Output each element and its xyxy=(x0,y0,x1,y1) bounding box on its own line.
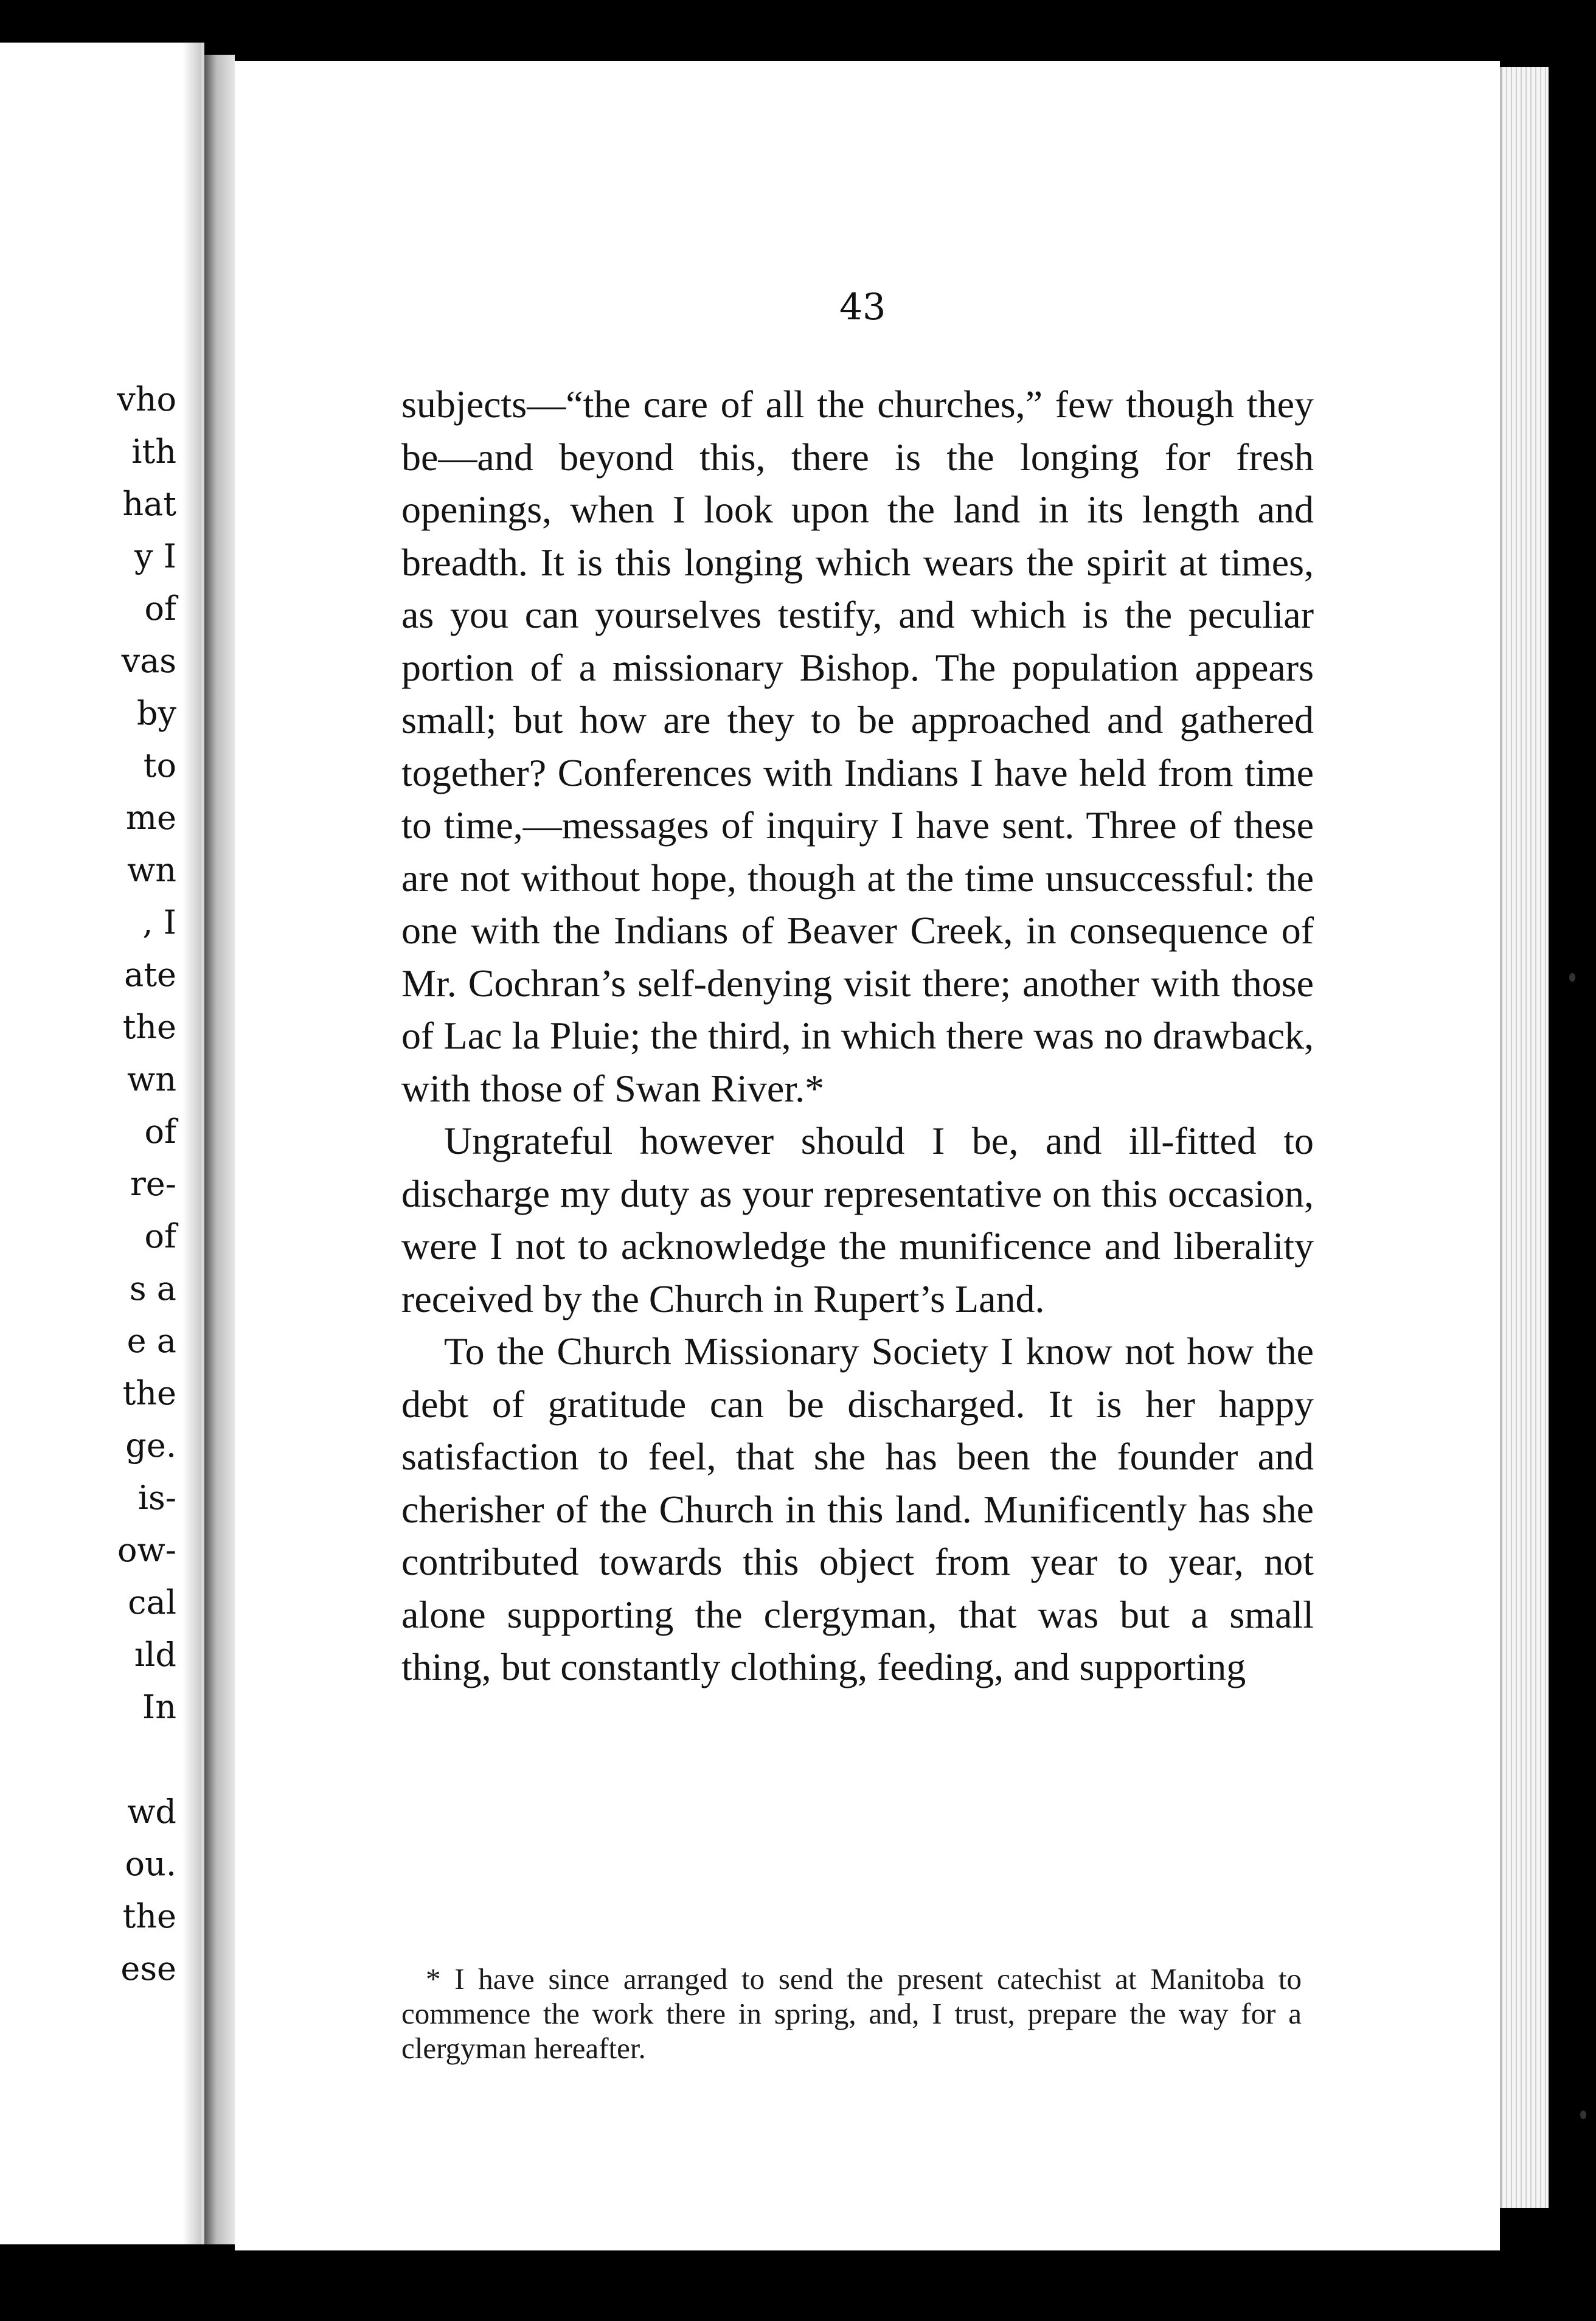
page-number: 43 xyxy=(839,286,886,328)
page-edge-stack xyxy=(1500,67,1549,2208)
left-line-fragment: ıld xyxy=(134,1636,176,1674)
left-line-fragment: me xyxy=(125,799,176,837)
left-line-fragment: hat xyxy=(122,485,176,523)
left-line-fragment: by xyxy=(136,694,176,732)
left-line-fragment: of xyxy=(144,1217,176,1255)
left-facing-page xyxy=(0,43,204,2244)
book-spine-shadow xyxy=(204,55,235,2244)
left-line-fragment: the xyxy=(122,1008,176,1046)
left-line-fragment: ese xyxy=(120,1949,176,1988)
left-line-fragment: , I xyxy=(142,903,176,942)
left-line-fragment: cal xyxy=(128,1583,176,1622)
scan-speck xyxy=(1569,973,1575,982)
left-line-fragment: wd xyxy=(127,1792,176,1831)
left-line-fragment: of xyxy=(144,589,176,628)
paragraph: Ungrateful however should I be, and ill-fitted to discharge my duty as your representative on this occasion, were I not to acknowledge the munificence and liberality received by the Church in Rupert’s Land. xyxy=(401,1119,1314,1320)
left-line-fragment: In xyxy=(142,1688,176,1726)
left-line-fragment: to xyxy=(143,746,176,785)
left-line-fragment: the xyxy=(122,1374,176,1412)
left-line-fragment: ge. xyxy=(125,1426,176,1465)
left-line-fragment: re- xyxy=(130,1165,176,1203)
left-line-fragment: ith xyxy=(131,432,176,471)
left-line-fragment: y I xyxy=(134,537,176,575)
left-line-fragment: wn xyxy=(127,851,176,889)
left-line-fragment: vas xyxy=(121,642,176,680)
left-line-fragment: ou. xyxy=(125,1845,176,1883)
scan-speck xyxy=(1580,2111,1586,2119)
paragraph-continued: subjects—“the care of all the churches,” few though they be—and beyond this, there is the longing for fresh openings, when I look upon the land in its length and breadth. It is this longing which wears the spirit at times, as you can yourselves testify, and which is the peculiar portion of a missionary Bishop. The population appears small; but how are they to be approached and gathered together? Conferences with Indians I have held from time to time,—messages of inquiry I have sent. Three of these are not without hope, though at the time unsuccessful: the one with the Indians of Beaver Creek, in consequence of Mr. Cochran’s self-denying visit there; another with those of Lac la Pluie; the third, in which there was no drawback, with those of Swan River.* xyxy=(401,383,1314,1110)
left-line-fragment: e a xyxy=(127,1322,176,1360)
left-line-fragment: s a xyxy=(129,1269,176,1308)
left-line-fragment: ate xyxy=(124,956,176,994)
left-line-fragment: of xyxy=(144,1112,176,1151)
left-line-fragment: the xyxy=(122,1897,176,1935)
left-line-fragment: is- xyxy=(137,1479,176,1517)
body-text xyxy=(401,378,1314,1694)
footnote: * I have since arranged to send the present catechist at Manitoba to commence the work there in spring, and, I trust, prepare the way for a clergyman hereafter. xyxy=(401,1962,1302,2065)
left-line-fragment: wn xyxy=(127,1060,176,1098)
left-line-fragment: vho xyxy=(117,380,176,418)
paragraph: To the Church Missionary Society I know not how the debt of gratitude can be discharged. It is her happy satisfaction to feel, that she has been the founder and cherisher of the Church in this land. Munificently has she contributed towards this object from year to year, not alone supporting the clergyman, that was but a small thing, but constantly clothing, feeding, and supporting xyxy=(401,1330,1314,1688)
left-page-gutter-shadow xyxy=(182,43,204,2244)
left-line-fragment: ow- xyxy=(117,1531,176,1569)
